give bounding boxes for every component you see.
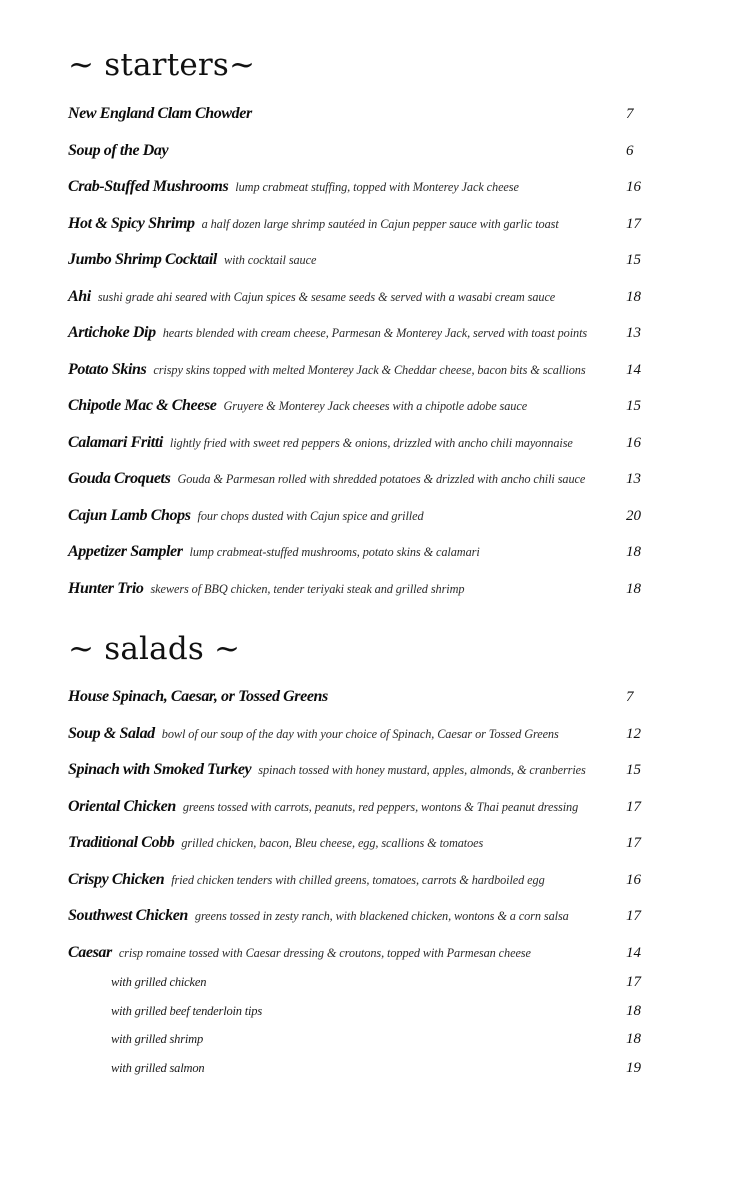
item-name: Spinach with Smoked Turkey spinach tossed with honey mustard, apples, almonds, & cranberries bbox=[68, 761, 586, 778]
item-name: Soup of the Day bbox=[68, 141, 169, 159]
item-price: 14 bbox=[626, 361, 641, 378]
item-name: Oriental Chicken greens tossed with carrots, peanuts, red peppers, wontons & Thai peanut dressing bbox=[68, 797, 579, 815]
item-name: Ahi sushi grade ahi seared with Cajun spices & sesame seeds & served with a wasabi cream sauce bbox=[68, 287, 556, 305]
menu-item bbox=[68, 175, 648, 212]
item-description: greens tossed with carrots, peanuts, red peppers, wontons & Thai peanut dressing bbox=[182, 799, 579, 814]
menu-item bbox=[68, 248, 648, 285]
item-name: Hunter Trio skewers of BBQ chicken, tender teriyaki steak and grilled shrimp bbox=[68, 579, 465, 597]
item-name: Artichoke Dip hearts blended with cream cheese, Parmesan & Monterey Jack, served with toast points bbox=[68, 324, 588, 341]
menu-item bbox=[68, 758, 648, 795]
add-on-name: with grilled beef tenderloin tips bbox=[111, 1003, 263, 1018]
item-description: lump crabmeat stuffing, topped with Monterey Jack cheese bbox=[235, 180, 519, 194]
item-name: House Spinach, Caesar, or Tossed Greens bbox=[68, 688, 328, 705]
menu-item bbox=[68, 394, 648, 431]
item-description: lump crabmeat-stuffed mushrooms, potato skins & calamari bbox=[189, 545, 480, 559]
item-name: Crispy Chicken fried chicken tenders with chilled greens, tomatoes, carrots & hardboiled egg bbox=[68, 870, 545, 888]
item-price: 15 bbox=[626, 252, 641, 268]
item-price: 16 bbox=[626, 434, 641, 451]
item-description: sushi grade ahi seared with Cajun spices & sesame seeds & served with a wasabi cream sauce bbox=[97, 289, 556, 304]
menu-item bbox=[68, 685, 648, 722]
item-name: Cajun Lamb Chops four chops dusted with Cajun spice and grilled bbox=[68, 506, 424, 524]
add-on-item bbox=[68, 970, 648, 999]
item-name: Calamari Fritti lightly fried with sweet red peppers & onions, drizzled with ancho chili mayonnaise bbox=[68, 433, 573, 451]
item-price: 18 bbox=[626, 288, 641, 305]
item-description: spinach tossed with honey mustard, apples, almonds, & cranberries bbox=[258, 763, 586, 777]
item-price: 18 bbox=[626, 580, 641, 597]
menu-item bbox=[68, 431, 648, 468]
item-price: 17 bbox=[626, 798, 641, 815]
menu-item bbox=[68, 139, 648, 176]
item-name: Caesar crisp romaine tossed with Caesar dressing & croutons, topped with Parmesan cheese bbox=[68, 943, 531, 961]
item-description: grilled chicken, bacon, Bleu cheese, egg, scallions & tomatoes bbox=[181, 836, 484, 850]
add-on-price: 18 bbox=[626, 1002, 641, 1019]
salads-list bbox=[68, 685, 648, 977]
item-price: 17 bbox=[626, 215, 641, 232]
item-name: Southwest Chicken greens tossed in zesty ranch, with blackened chicken, wontons & a corn salsa bbox=[68, 907, 569, 924]
item-price: 7 bbox=[626, 689, 634, 705]
item-price: 6 bbox=[626, 142, 634, 159]
item-price: 14 bbox=[626, 944, 641, 961]
add-on-price: 19 bbox=[626, 1060, 641, 1077]
menu-item bbox=[68, 795, 648, 832]
item-description: Gouda & Parmesan rolled with shredded potatoes & drizzled with ancho chili sauce bbox=[177, 472, 586, 486]
item-description: hearts blended with cream cheese, Parmesan & Monterey Jack, served with toast points bbox=[162, 326, 588, 340]
item-name: Potato Skins crispy skins topped with melted Monterey Jack & Cheddar cheese, bacon bits & scallions bbox=[68, 360, 586, 378]
add-on-name: with grilled chicken bbox=[111, 975, 207, 989]
add-on-price: 17 bbox=[626, 974, 641, 990]
item-description: four chops dusted with Cajun spice and grilled bbox=[197, 508, 424, 523]
item-name: New England Clam Chowder bbox=[68, 105, 252, 122]
add-on-name: with grilled salmon bbox=[111, 1061, 205, 1076]
item-price: 17 bbox=[626, 908, 641, 924]
item-description: skewers of BBQ chicken, tender teriyaki steak and grilled shrimp bbox=[150, 581, 465, 596]
add-on-price: 18 bbox=[626, 1031, 641, 1048]
item-description: crispy skins topped with melted Monterey Jack & Cheddar cheese, bacon bits & scallions bbox=[153, 362, 586, 377]
item-description: a half dozen large shrimp sautéed in Cajun pepper sauce with garlic toast bbox=[201, 216, 559, 231]
item-description: greens tossed in zesty ranch, with blackened chicken, wontons & a corn salsa bbox=[194, 909, 569, 923]
menu-item bbox=[68, 358, 648, 395]
item-description: with cocktail sauce bbox=[223, 253, 317, 267]
item-name: Jumbo Shrimp Cocktail with cocktail sauce bbox=[68, 251, 317, 268]
menu-item bbox=[68, 722, 648, 759]
item-price: 16 bbox=[626, 871, 641, 888]
item-name: Chipotle Mac & Cheese Gruyere & Monterey Jack cheeses with a chipotle adobe sauce bbox=[68, 397, 528, 414]
item-price: 16 bbox=[626, 179, 641, 195]
menu-item bbox=[68, 868, 648, 905]
starters-heading: ~ starters~ bbox=[68, 47, 256, 83]
menu-item bbox=[68, 212, 648, 249]
menu-item bbox=[68, 831, 648, 868]
menu-item bbox=[68, 285, 648, 322]
add-on-item bbox=[68, 1056, 648, 1085]
item-price: 13 bbox=[626, 325, 641, 341]
item-price: 15 bbox=[626, 398, 641, 414]
item-name: Appetizer Sampler lump crabmeat-stuffed mushrooms, potato skins & calamari bbox=[68, 543, 480, 560]
item-description: lightly fried with sweet red peppers & onions, drizzled with ancho chili mayonnaise bbox=[169, 435, 573, 450]
item-description: bowl of our soup of the day with your choice of Spinach, Caesar or Tossed Greens bbox=[161, 726, 559, 741]
item-name: Gouda Croquets Gouda & Parmesan rolled with shredded potatoes & drizzled with ancho chili sauce bbox=[68, 470, 586, 487]
item-description: Gruyere & Monterey Jack cheeses with a chipotle adobe sauce bbox=[223, 399, 528, 413]
menu-item bbox=[68, 577, 648, 614]
menu-item bbox=[68, 540, 648, 577]
add-on-name: with grilled shrimp bbox=[111, 1032, 204, 1047]
item-name: Hot & Spicy Shrimp a half dozen large shrimp sautéed in Cajun pepper sauce with garlic toast bbox=[68, 214, 559, 232]
item-name: Traditional Cobb grilled chicken, bacon, Bleu cheese, egg, scallions & tomatoes bbox=[68, 834, 484, 851]
menu-item bbox=[68, 467, 648, 504]
item-price: 18 bbox=[626, 544, 641, 560]
menu-item bbox=[68, 904, 648, 941]
item-price: 13 bbox=[626, 471, 641, 487]
item-price: 12 bbox=[626, 725, 641, 742]
salads-heading: ~ salads ~ bbox=[68, 631, 241, 667]
item-price: 20 bbox=[626, 507, 641, 524]
add-on-item bbox=[68, 999, 648, 1028]
menu-item bbox=[68, 504, 648, 541]
item-description: crisp romaine tossed with Caesar dressing & croutons, topped with Parmesan cheese bbox=[118, 945, 531, 960]
menu-item bbox=[68, 321, 648, 358]
item-price: 15 bbox=[626, 762, 641, 778]
item-name: Soup & Salad bowl of our soup of the day with your choice of Spinach, Caesar or Tossed Greens bbox=[68, 724, 559, 742]
caesar-add-on-list bbox=[68, 970, 648, 1085]
add-on-item bbox=[68, 1027, 648, 1056]
menu-item bbox=[68, 102, 648, 139]
item-description: fried chicken tenders with chilled greens, tomatoes, carrots & hardboiled egg bbox=[171, 872, 545, 887]
item-name: Crab-Stuffed Mushrooms lump crabmeat stuffing, topped with Monterey Jack cheese bbox=[68, 178, 519, 195]
starters-list bbox=[68, 102, 648, 613]
item-price: 17 bbox=[626, 835, 641, 851]
item-price: 7 bbox=[626, 106, 634, 122]
